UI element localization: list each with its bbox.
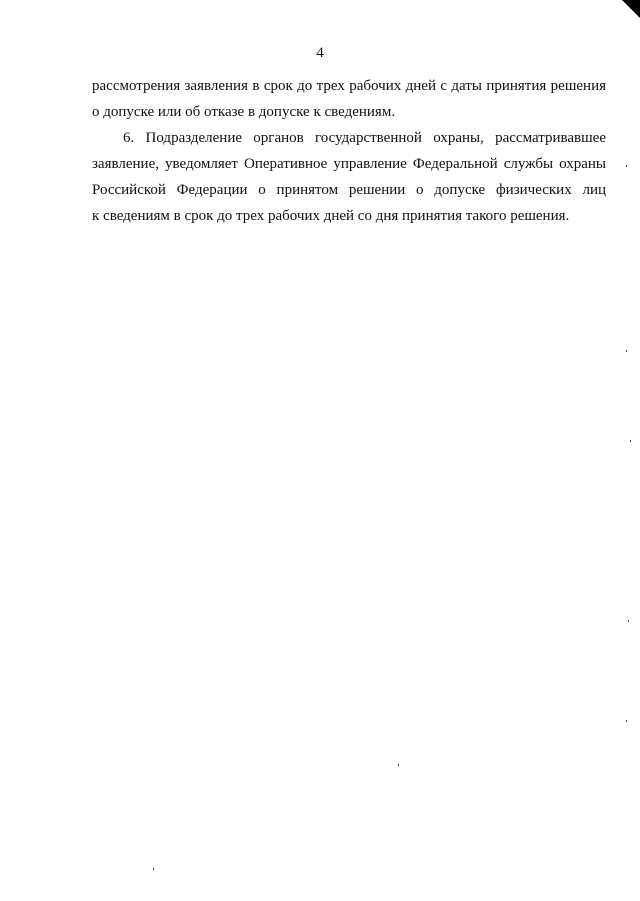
scan-speck (626, 350, 627, 352)
paragraph-6-line-4: к сведениям в срок до трех рабочих дней со дня принятия такого решения. (92, 208, 570, 224)
scan-speck (398, 764, 399, 766)
paragraph-6-line-1: 6. Подразделение органов государственной охраны, рассматривавшее (123, 130, 606, 146)
scan-speck (153, 868, 154, 870)
page-number: 4 (316, 45, 324, 61)
scan-speck (628, 620, 629, 622)
text-line-1: рассмотрения заявления в срок до трех рабочих дней с даты принятия решения (92, 78, 606, 94)
text-line-2: о допуске или об отказе в допуске к сведениям. (92, 104, 396, 120)
scan-speck (626, 165, 627, 167)
scan-speck (626, 720, 627, 722)
scan-speck (630, 440, 631, 442)
scan-corner-mark (622, 0, 640, 18)
paragraph-6-line-2: заявление, уведомляет Оперативное управление Федеральной службы охраны (92, 156, 606, 172)
paragraph-6-line-3: Российской Федерации о принятом решении о допуске физических лиц (92, 182, 606, 198)
